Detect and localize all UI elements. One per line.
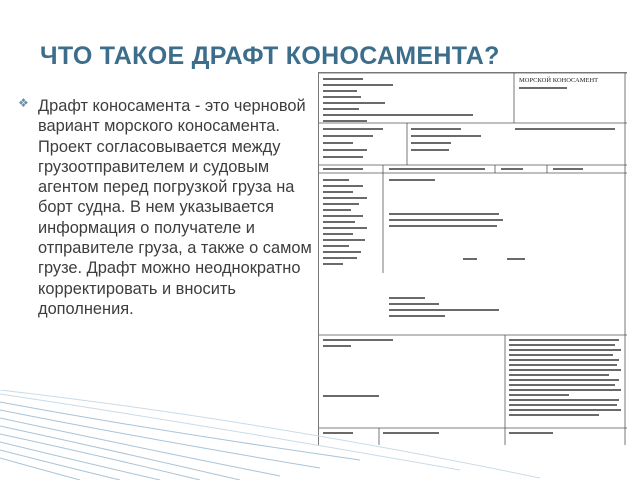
diamond-bullet-icon: ❖ [18, 96, 29, 110]
document-header-label: МОРСКОЙ КОНОСАМЕНТ [519, 77, 599, 84]
slide-body-text: Драфт коносамента - это черновой вариант морского коносамента. Проект согласовывается между грузоотправителем и судовым агентом перед погрузкой груза на борт судна. В нем указывается информация о получателе и отправителе груза, а также о самом грузе. Драфт можно неоднократно корректировать и вносить дополнения. [38, 97, 312, 318]
decorative-stripes [0, 390, 640, 480]
slide-title: ЧТО ТАКОЕ ДРАФТ КОНОСАМЕНТА? [40, 42, 500, 70]
